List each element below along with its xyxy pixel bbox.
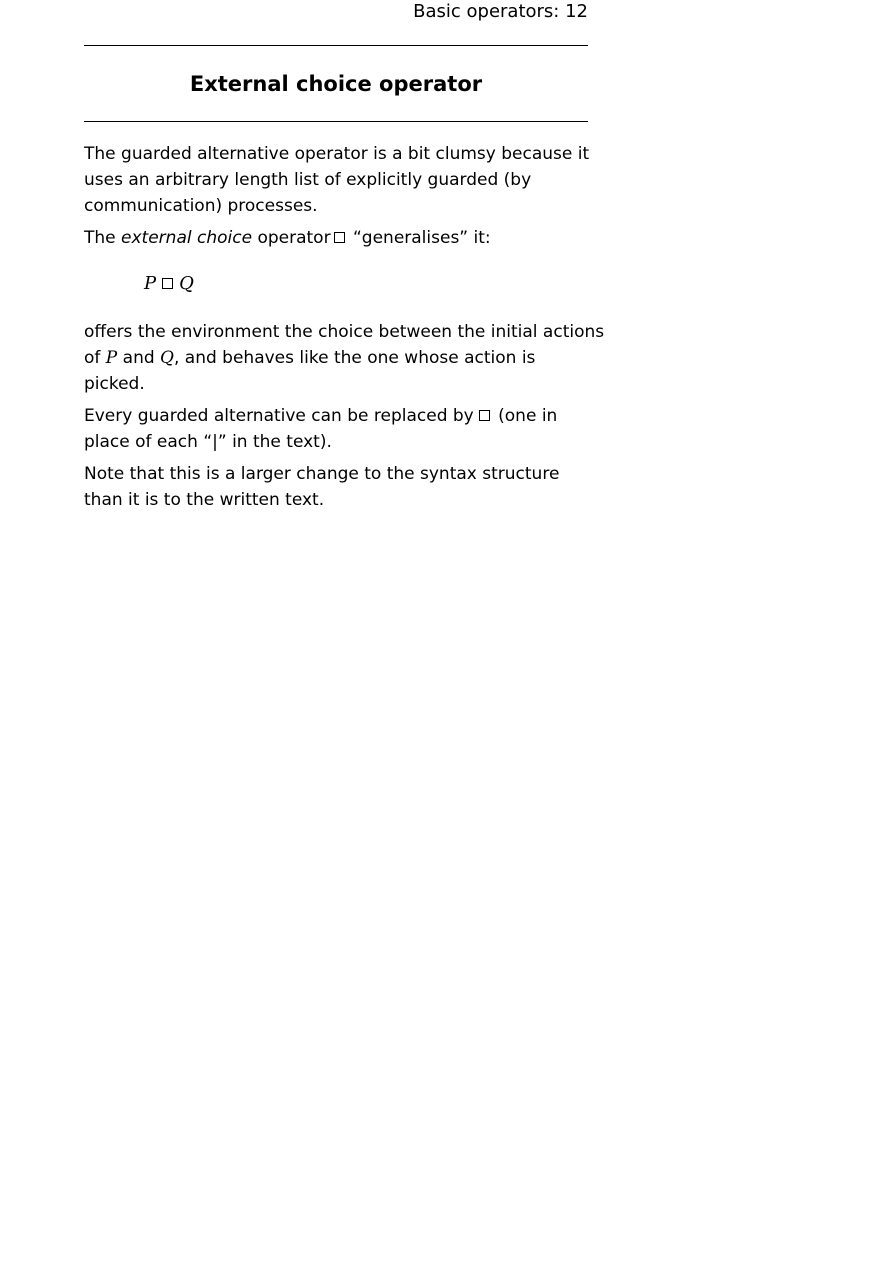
text-span: “generalises” it: [347,228,491,248]
text-line: The guarded alternative operator is a bit clumsy because it [84,144,590,164]
formula-left-operand: P [144,273,157,294]
slide-title: External choice operator [189,72,483,96]
paragraph-external-choice [84,225,588,251]
text-line: offers the environment the choice between the initial actions [84,322,605,342]
math-p: P [105,348,118,368]
emphasis-external-choice: external choice [121,228,253,248]
text-line: than it is to the written text. [84,490,325,510]
text-span: , and behaves like the one whose action is [173,348,536,368]
text-line: picked. [84,374,145,394]
text-line: place of each “|” in the text). [84,432,332,452]
display-formula [144,271,194,297]
paragraph-every-guarded [84,403,588,455]
text-span: The [84,228,122,248]
text-line [84,345,588,371]
paragraph-note [84,461,588,513]
text-line: Note that this is a larger change to the syntax structure [84,464,560,484]
math-q: Q [160,348,174,368]
text-line [84,403,588,429]
box-operator-icon [479,410,490,421]
top-rule [84,45,588,46]
text-span: operator [252,228,331,248]
box-operator-icon [334,232,345,243]
running-head: Basic operators: 12 [413,1,588,22]
formula-right-operand: Q [179,273,194,294]
text-line: uses an arbitrary length list of explicitly guarded (by [84,170,532,190]
bottom-rule [84,121,588,122]
text-span: and [117,348,161,368]
box-operator-icon [162,278,173,289]
text-line [84,225,588,251]
text-line: communication) processes. [84,196,318,216]
text-span: (one in [492,406,558,426]
paragraph-guarded-alternative [84,141,588,219]
text-span: of [84,348,106,368]
text-span: Every guarded alternative can be replaced by [84,406,474,426]
paragraph-offers-environment [84,319,605,397]
